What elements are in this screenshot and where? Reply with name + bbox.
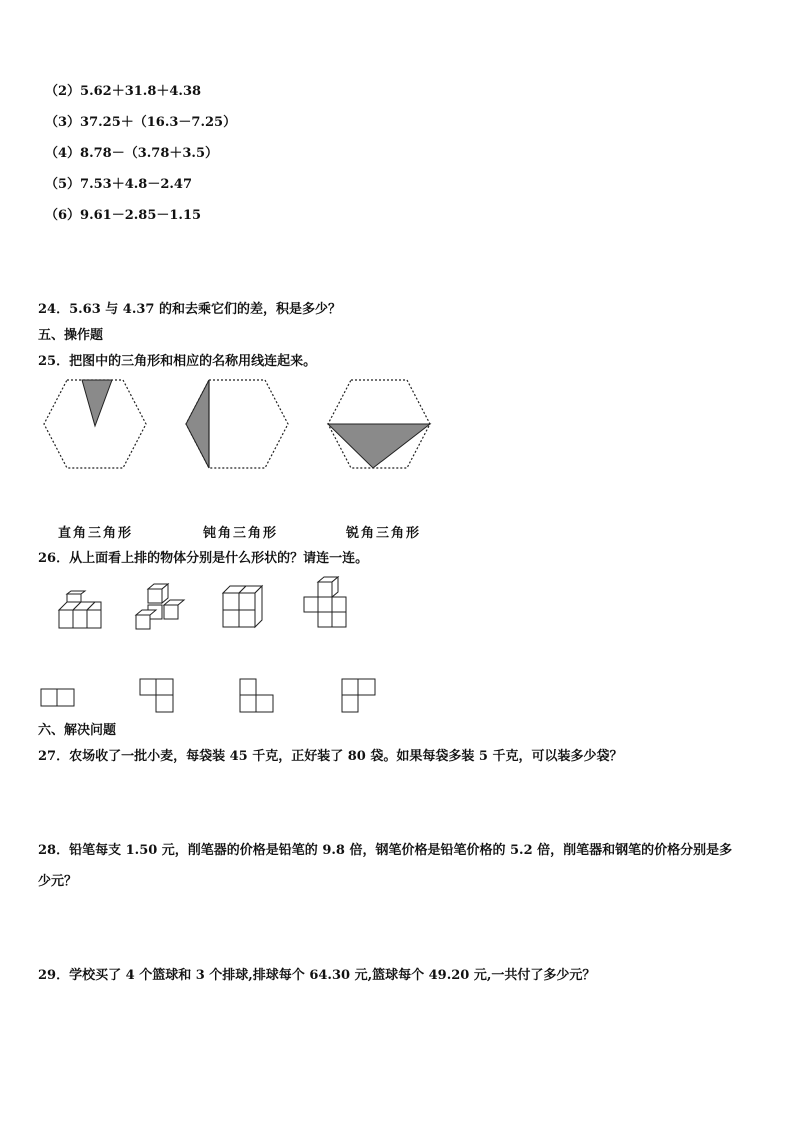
top-view-2 xyxy=(139,678,175,714)
hexagon-figure-1 xyxy=(42,378,148,470)
calc-item-4: （4）8.78－（3.78＋3.5） xyxy=(45,146,218,161)
top-view-1 xyxy=(40,688,76,708)
question-24: 24．5.63 与 4.37 的和去乘它们的差，积是多少？ xyxy=(38,302,341,317)
section-heading-5: 五、操作题 xyxy=(38,328,104,343)
cube-stack-figure-3 xyxy=(220,583,268,631)
hexagon-figure-2 xyxy=(184,378,290,470)
label-acute-triangle: 锐角三角形 xyxy=(346,526,422,541)
question-28-line-2: 少元？ xyxy=(38,874,78,889)
calc-item-6: （6）9.61－2.85－1.15 xyxy=(45,208,202,223)
cube-stack-figure-1 xyxy=(56,590,106,632)
top-view-3 xyxy=(239,678,275,714)
section-heading-6: 六、解决问题 xyxy=(38,723,117,738)
calc-item-3: （3）37.25＋（16.3－7.25） xyxy=(45,115,237,130)
top-view-4 xyxy=(341,678,377,714)
hexagon-figure-3 xyxy=(326,378,432,470)
calc-item-5: （5）7.53＋4.8－2.47 xyxy=(45,177,192,192)
question-28-line-1: 28．铅笔每支 1.50 元，削笔器的价格是铅笔的 9.8 倍，钢笔价格是铅笔价格的 5.2 倍，削笔器和钢笔的价格分别是多 xyxy=(38,843,733,858)
cube-stack-figure-2 xyxy=(134,583,186,633)
question-26: 26．从上面看上排的物体分别是什么形状的？请连一连。 xyxy=(38,551,369,566)
label-obtuse-triangle: 钝角三角形 xyxy=(203,526,279,541)
label-right-triangle: 直角三角形 xyxy=(58,526,134,541)
calc-item-2: （2）5.62＋31.8＋4.38 xyxy=(45,84,202,99)
cube-stack-figure-4 xyxy=(298,576,354,632)
question-25: 25．把图中的三角形和相应的名称用线连起来。 xyxy=(38,354,317,369)
question-29: 29．学校买了 4 个篮球和 3 个排球,排球每个 64.30 元,篮球每个 49.20 元,一共付了多少元？ xyxy=(38,968,596,983)
question-27: 27．农场收了一批小麦，每袋装 45 千克，正好装了 80 袋。如果每袋多装 5 千克，可以装多少袋？ xyxy=(38,749,623,764)
